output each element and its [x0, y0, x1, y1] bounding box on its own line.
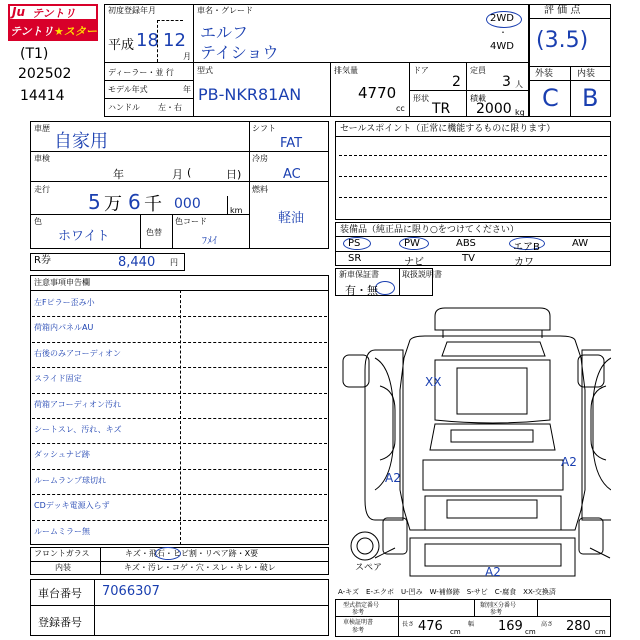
mileage-label: 走行	[34, 185, 50, 194]
car-use-label: 車歴	[34, 124, 50, 133]
note-divider	[32, 443, 327, 444]
evaluation-score: (3.5)	[536, 28, 589, 53]
car-name: エルフ	[200, 23, 249, 42]
note-divider	[32, 367, 327, 368]
note-divider	[32, 316, 327, 317]
exterior-label: 外装	[535, 69, 554, 79]
load-value: 2000	[476, 101, 512, 117]
equip-navi: ナビ	[404, 257, 424, 268]
interior-label: 内装	[577, 69, 596, 79]
dims-class-label: 類別区分番号	[480, 602, 517, 609]
logo-tentori: テントリ	[32, 7, 76, 20]
recycle-unit: 円	[170, 258, 178, 267]
equipment-label: 装備品（純正品に限り○をつけてください）	[340, 225, 519, 235]
front-glass-label: フロントガラス	[34, 549, 90, 558]
interior-label: 内装	[55, 563, 71, 572]
registration-month-unit: 月	[183, 52, 191, 61]
recycle-label: R券	[34, 255, 51, 266]
logo-tentori-2: テントリ	[10, 25, 54, 38]
header-code: (T1)	[20, 46, 49, 62]
interior-value: キズ・汚レ・コゲ・穴・スレ・キレ・破レ	[124, 563, 276, 572]
recycle-value: 8,440	[118, 255, 156, 270]
spare-label: スペア	[355, 563, 383, 573]
displacement-value: 4770	[358, 84, 397, 102]
dealer-label: ディーラー・並 行	[108, 68, 174, 77]
color-label: 色	[34, 217, 42, 226]
logo-star: ★スター	[54, 25, 97, 38]
dims-length-sub: 参考	[352, 627, 365, 634]
mileage-man-value: 5	[88, 190, 101, 214]
mileage-sen-value: 6	[128, 190, 141, 214]
cooler-label: 冷房	[252, 154, 268, 163]
displacement-unit: cc	[396, 104, 405, 113]
inspection-year: 年	[113, 168, 124, 181]
mark-a2-right: A2	[561, 455, 577, 469]
hiseki-circle	[155, 547, 181, 560]
color-value: ホワイト	[58, 229, 110, 244]
handle-value: 左・右	[158, 103, 182, 112]
door-label: ドア	[413, 66, 429, 75]
dims-length: 476	[418, 619, 443, 634]
interior-grade: B	[582, 84, 599, 112]
note-item: シートスレ、汚れ、キズ	[34, 425, 122, 434]
displacement-label: 排気量	[334, 66, 358, 75]
manual-label: 取扱説明書	[402, 270, 442, 279]
dims-w-label: 幅	[468, 621, 475, 628]
dims-model-label: 型式指定番号	[343, 602, 380, 609]
load-unit: kg	[515, 108, 525, 117]
dims-width: 169	[498, 619, 523, 634]
mileage-man-unit: 万	[104, 194, 122, 215]
dims-unit-1: cm	[450, 628, 461, 636]
inspection-open: (	[187, 166, 192, 179]
drive-4wd: 4WD	[490, 41, 514, 52]
equip-leather: カワ	[514, 257, 534, 268]
note-item: 荷箱アコーディオン汚れ	[34, 399, 121, 409]
note-item: 右後のみアコーディオン	[34, 348, 121, 358]
cooler-value: AC	[283, 167, 301, 182]
color-code-value: ﾌﾒｲ	[202, 236, 217, 247]
shape-label: 形状	[413, 94, 429, 103]
sales-point-label: セールスポイント（正常に機能するものに限ります）	[340, 124, 556, 134]
warranty-value: 有・無	[345, 284, 378, 297]
color-code-label: 色コード	[175, 217, 207, 226]
equip-aw: AW	[572, 238, 589, 249]
capacity-unit: 人	[515, 80, 523, 89]
reg-number-label: 登録番号	[38, 616, 82, 629]
model-value: PB-NKR81AN	[198, 85, 302, 104]
fuel-value: 軽油	[278, 211, 305, 226]
dims-unit-2: cm	[525, 628, 536, 636]
color-change-label: 色替	[146, 228, 162, 237]
evaluation-label: 評 価 点	[544, 5, 581, 16]
equip-sr: SR	[348, 253, 362, 264]
capacity-label: 定員	[470, 66, 486, 75]
logo	[8, 4, 98, 42]
inspection-month: 月	[172, 168, 183, 181]
logo-ju: Ju	[12, 5, 26, 19]
note-item: 荷箱内パネルAU	[34, 323, 94, 333]
exterior-grade: C	[542, 84, 559, 112]
mark-xx: XX	[425, 375, 442, 389]
registration-year: 18	[136, 30, 159, 51]
inspection-day: 日)	[226, 168, 242, 181]
equip-abs: ABS	[456, 238, 476, 249]
model-year-label: モデル年式	[108, 85, 148, 94]
note-item: ダッシュナビ跡	[34, 450, 90, 460]
handle-label: ハンドル	[108, 103, 140, 112]
notes-label: 注意事項申告欄	[34, 278, 90, 287]
car-diagram	[335, 300, 611, 585]
recycle-box	[30, 253, 185, 271]
front-glass-value: キズ・飛石・ヒビ割・リペア跡・X要	[125, 549, 259, 558]
header-number: 14414	[20, 88, 65, 104]
car-use-value: 自家用	[54, 131, 108, 152]
drive-dot: ・	[499, 28, 507, 37]
warranty-none-circle	[375, 281, 395, 295]
mileage-unit: km	[230, 206, 243, 215]
note-divider	[32, 469, 327, 470]
dims-unit-3: cm	[595, 628, 606, 636]
drive-2wd: 2WD	[490, 13, 514, 24]
car-name-label: 車名・グレード	[197, 6, 253, 15]
shape-value: TR	[432, 101, 451, 117]
capacity-value: 3	[502, 74, 511, 90]
equip-pw: PW	[404, 238, 420, 249]
warranty-label: 新車保証書	[339, 270, 379, 279]
mileage-rest: 000	[174, 196, 201, 212]
registration-label: 初度登録年月	[108, 6, 156, 15]
shift-label: シフト	[252, 124, 276, 133]
dims-h-label: 高さ	[541, 621, 554, 628]
dims-l-label: 長さ	[402, 621, 415, 628]
note-divider	[32, 520, 327, 521]
mark-a2-left: A2	[385, 471, 401, 485]
mark-a2-bottom: A2	[485, 565, 501, 579]
equip-airbag: エアB	[513, 242, 540, 253]
note-divider	[32, 494, 327, 495]
registration-month: 12	[163, 30, 186, 51]
header-date: 202502	[18, 66, 72, 82]
note-item: ルームランプ球切れ	[34, 475, 106, 485]
registration-era: 平成	[108, 38, 135, 53]
mileage-sen-unit: 千	[144, 194, 162, 215]
door-value: 2	[452, 74, 461, 90]
legend: A-キズ E-エクボ U-凹み W-補修跡 S-サビ C-腐食 XX-交換済	[338, 588, 556, 596]
model-year-unit: 年	[183, 85, 191, 94]
load-label: 積載	[470, 94, 486, 103]
note-divider	[32, 393, 327, 394]
note-divider	[32, 418, 327, 419]
note-item: スライド固定	[34, 374, 82, 384]
inspection-label: 車検	[34, 154, 50, 163]
dims-class-sub: 参考	[490, 609, 503, 616]
car-grade: テイショウ	[200, 43, 279, 62]
equip-ps: PS	[348, 238, 361, 249]
equip-tv: TV	[462, 253, 475, 264]
dims-height: 280	[566, 619, 591, 634]
model-label: 型式	[197, 66, 213, 75]
shift-value: FAT	[280, 136, 303, 151]
note-divider	[32, 342, 327, 343]
note-item: ルームミラー無	[34, 526, 90, 536]
fuel-label: 燃料	[252, 185, 268, 194]
chassis-label: 車台番号	[38, 587, 82, 600]
dims-length-label: 車検証明書	[343, 619, 374, 626]
note-item: 左Fピラー歪み小	[34, 298, 95, 307]
dims-model-sub: 参考	[352, 609, 365, 616]
note-item: CDデッキ電源入らず	[34, 501, 110, 511]
chassis-value: 7066307	[102, 584, 160, 599]
